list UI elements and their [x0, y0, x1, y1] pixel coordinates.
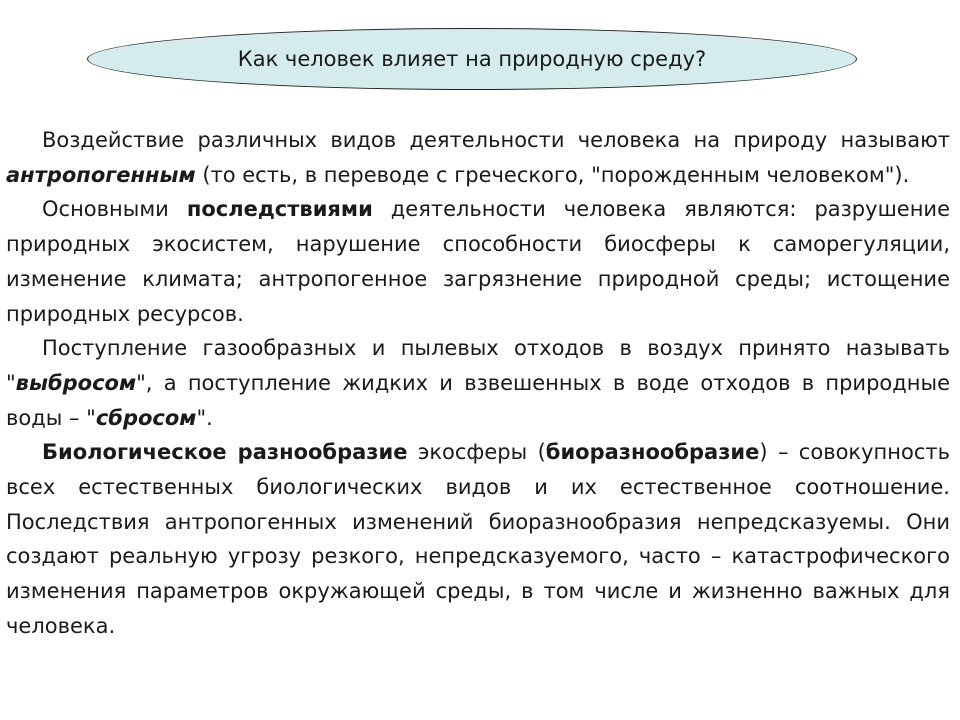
term-biological-diversity: Биологическое разнообразие [42, 440, 408, 465]
text-run: ", а поступление жидких и взвешенных в воде отходов в природные воды – " [6, 370, 950, 430]
term-biodiversity: биоразнообразие [545, 440, 760, 465]
paragraph-consequences [6, 192, 950, 331]
paragraph-emissions [6, 331, 950, 435]
paragraph-biodiversity [6, 435, 950, 643]
text-run: Воздействие различных видов деятельности человека на природу называют [42, 128, 950, 152]
body-text [6, 123, 950, 644]
slide-title: Как человек влияет на природную среду? [237, 47, 707, 71]
text-run: деятельности человека являются: разрушение природных экосистем, нарушение способности биосферы к саморегуляции, изменение климата; антропогенное загрязнение природной среды; истощение природных ресурсов. [6, 197, 950, 326]
text-run: Основными [42, 197, 187, 222]
text-run: ) – совокупность всех естественных биологических видов и их естественное соотношение. Последствия антропогенных изменений биоразнообразия непредсказуемы. Они создают реальную угрозу резкого, непредсказуемого, часто – катастрофического изменения параметров окружающей среды, в том числе и жизненно важных для человека. [6, 440, 950, 638]
term-emission: выбросом [15, 370, 137, 395]
term-consequences: последствиями [186, 197, 373, 222]
text-run: экосферы ( [407, 440, 546, 465]
paragraph-anthropogenic [6, 123, 950, 192]
text-run: Поступление газообразных и пылевых отходов в воздух принято называть " [6, 336, 950, 395]
term-discharge: сбросом [95, 405, 197, 430]
term-anthropogenic: антропогенным [6, 162, 196, 187]
text-run: ". [196, 405, 213, 430]
title-oval [87, 28, 857, 90]
text-run: (то есть, в переводе с греческого, "порожденным человеком"). [195, 162, 910, 187]
